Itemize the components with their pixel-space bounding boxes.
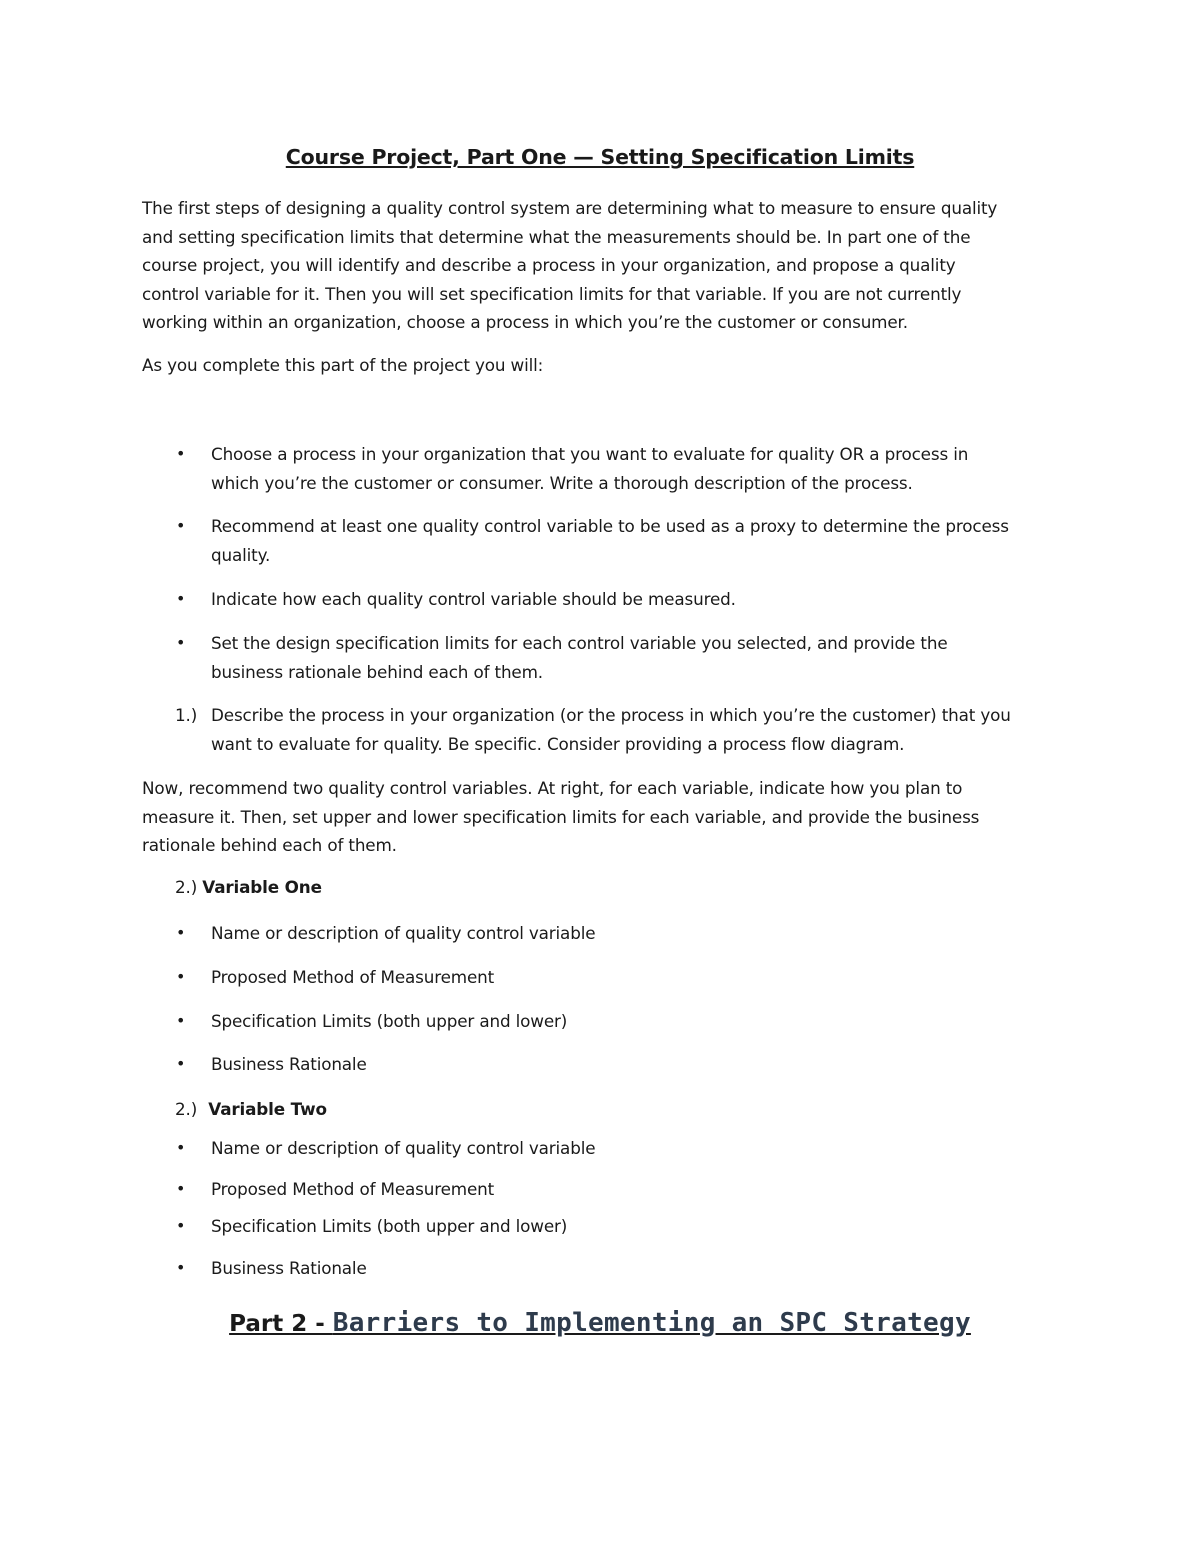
task-line: quality. — [211, 544, 271, 565]
bullet-icon: • — [176, 633, 186, 652]
part2-prefix: Part 2 - — [229, 1311, 333, 1337]
recommend-paragraph — [142, 774, 1062, 860]
task-line: Describe the process in your organization (or the process in which you’re the customer) that you — [211, 705, 1011, 725]
task-line: Choose a process in your organization that you want to evaluate for quality OR a process in — [211, 444, 969, 464]
task-line: which you’re the customer or consumer. Write a thorough description of the process. — [211, 472, 913, 493]
intro-line: The first steps of designing a quality control system are determining what to measure to ensure quality — [142, 198, 998, 218]
task-line: business rationale behind each of them. — [211, 661, 543, 682]
variable-one-item-text: Name or description of quality control variable — [211, 923, 596, 943]
variable-two-number: 2.) — [175, 1099, 198, 1119]
variable-two-item-text: Proposed Method of Measurement — [211, 1179, 495, 1199]
bullet-icon: • — [176, 1054, 186, 1073]
variable-two-heading — [175, 1095, 327, 1124]
bullet-icon: • — [176, 444, 186, 463]
bullet-icon: • — [176, 516, 186, 535]
variable-one-item-text: Proposed Method of Measurement — [211, 967, 495, 987]
variable-two-label: Variable Two — [208, 1099, 327, 1119]
item-number: 1.) — [175, 705, 198, 725]
variable-one-item-text: Specification Limits (both upper and lower) — [211, 1011, 568, 1031]
intro-line: control variable for it. Then you will set specification limits for that variable. If you are not currently — [142, 283, 962, 304]
variable-one-heading — [175, 873, 322, 902]
variable-two-item-text: Specification Limits (both upper and lower) — [211, 1216, 568, 1236]
lead-in-text: As you complete this part of the project you will: — [142, 355, 544, 375]
bullet-icon: • — [176, 1011, 186, 1030]
bullet-icon: • — [176, 1258, 186, 1277]
part2-heading — [0, 1308, 1200, 1338]
task-line: Indicate how each quality control variable should be measured. — [211, 589, 736, 609]
bullet-icon: • — [176, 923, 186, 942]
intro-paragraph — [142, 194, 1062, 337]
variable-one-number: 2.) — [175, 877, 198, 897]
task-line: Recommend at least one quality control variable to be used as a proxy to determine the process — [211, 516, 1009, 536]
bullet-icon: • — [176, 1138, 186, 1157]
recommend-line: rationale behind each of them. — [142, 835, 397, 855]
task-line: Set the design specification limits for each control variable you selected, and provide the — [211, 633, 948, 653]
bullet-icon: • — [176, 1216, 186, 1235]
variable-one-item-text: Business Rationale — [211, 1054, 367, 1074]
recommend-line: Now, recommend two quality control variables. At right, for each variable, indicate how you plan to — [142, 778, 963, 798]
task-line: want to evaluate for quality. Be specific. Consider providing a process flow diagram. — [211, 733, 905, 754]
bullet-icon: • — [176, 967, 186, 986]
bullet-icon: • — [176, 589, 186, 608]
recommend-line: measure it. Then, set upper and lower specification limits for each variable, and provide the business — [142, 806, 980, 827]
document-title: Course Project, Part One — Setting Specification Limits — [285, 145, 915, 169]
intro-line: course project, you will identify and describe a process in your organization, and propose a quality — [142, 255, 956, 275]
variable-two-item-text: Business Rationale — [211, 1258, 367, 1278]
bullet-icon: • — [176, 1179, 186, 1198]
variable-one-label: Variable One — [202, 877, 322, 897]
intro-line: and setting specification limits that determine what the measurements should be. In part one of the — [142, 226, 971, 247]
variable-two-item-text: Name or description of quality control variable — [211, 1138, 596, 1158]
part2-title: Barriers to Implementing an SPC Strategy — [332, 1308, 971, 1338]
intro-line: working within an organization, choose a process in which you’re the customer or consumer. — [142, 312, 908, 332]
